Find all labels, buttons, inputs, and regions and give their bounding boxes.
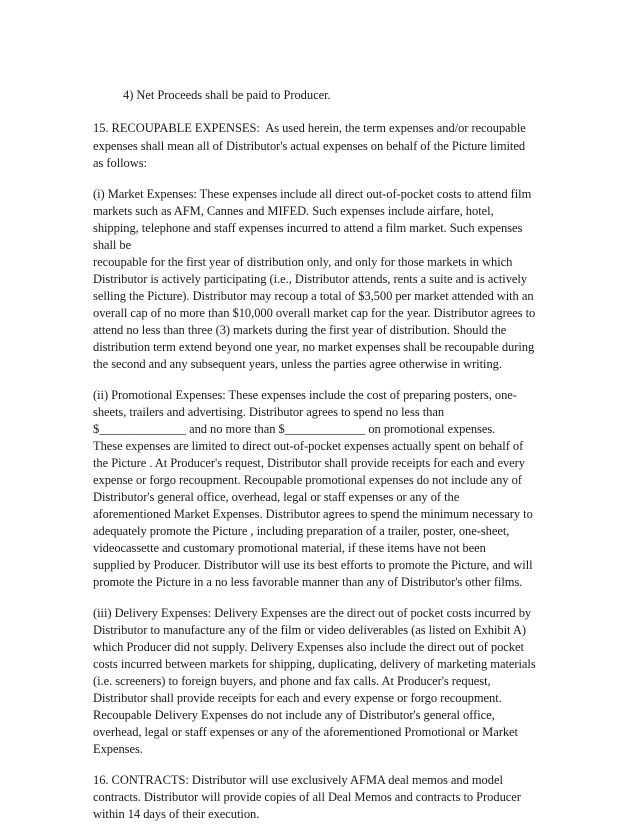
text-line: overall cap of no more than $10,000 overall market cap for the year. Distributor agrees to [93, 306, 536, 320]
text-line: These expenses are limited to direct out-of-pocket expenses actually spent on behalf of [93, 439, 524, 453]
text-line: shall be [93, 238, 132, 252]
text-line: adequately promote the Picture , including preparation of a trailer, poster, one-sheet, [93, 524, 510, 538]
text-line: which Producer did not supply. Delivery Expenses also include the direct out of pocket [93, 640, 524, 654]
section-16-heading-line: 16. CONTRACTS: Distributor will use exclusively AFMA deal memos and model [93, 773, 503, 787]
text-line: expenses shall mean all of Distributor's actual expenses on behalf of the Picture limited [93, 139, 526, 153]
text-line: $______________ and no more than $_____________ on promotional expenses. [93, 422, 496, 436]
text-line: costs incurred between markets for shipping, duplicating, delivery of marketing materials [93, 657, 536, 671]
text-line: recoupable for the first year of distribution only, and only for those markets in which [93, 255, 513, 269]
promotional-expenses-heading-line: (ii) Promotional Expenses: These expenses include the cost of preparing posters, one- [93, 388, 517, 402]
section-15-heading-line: 15. RECOUPABLE EXPENSES: As used herein, the term expenses and/or recoupable [93, 121, 526, 135]
text-line: shipping, telephone and staff expenses incurred to attend a film market. Such expenses [93, 221, 523, 235]
net-proceeds-line: 4) Net Proceeds shall be paid to Producer. [123, 88, 331, 102]
text-line: attend no less than three (3) markets during the first year of distribution. Should the [93, 323, 507, 337]
text-line: promote the Picture in a no less favorable manner than any of Distributor's other films. [93, 575, 523, 589]
text-line: as follows: [93, 156, 147, 170]
text-line: sheets, trailers and advertising. Distributor agrees to spend no less than [93, 405, 445, 419]
text-line: distribution term extend beyond one year, no market expenses shall be recoupable during [93, 340, 535, 354]
text-line: supplied by Producer. Distributor will use its best efforts to promote the Picture, and will [93, 558, 533, 572]
text-line: expense or forgo recoupment. Recoupable promotional expenses do not include any of [93, 473, 522, 487]
text-line: the second and any subsequent years, unless the parties agree otherwise in writing. [93, 357, 502, 371]
text-line: aforementioned Market Expenses. Distributor agrees to spend the minimum necessary to [93, 507, 533, 521]
text-line: videocassette and customary promotional material, if these items have not been [93, 541, 486, 555]
text-line: markets such as AFM, Cannes and MIFED. Such expenses include airfare, hotel, [93, 204, 494, 218]
text-line: (i.e. screeners) to foreign buyers, and phone and fax calls. At Producer's request, [93, 674, 491, 688]
text-line: Distributor to manufacture any of the film or video deliverables (as listed on Exhibit A) [93, 623, 526, 637]
text-line: contracts. Distributor will provide copies of all Deal Memos and contracts to Producer [93, 790, 521, 804]
text-line: overhead, legal or staff expenses or any of the aforementioned Promotional or Market [93, 725, 518, 739]
text-line: Distributor shall provide receipts for each and every expense or forgo recoupment. [93, 691, 502, 705]
text-line: selling the Picture). Distributor may recoup a total of $3,500 per market attended with an [93, 289, 534, 303]
delivery-expenses-heading-line: (iii) Delivery Expenses: Delivery Expenses are the direct out of pocket costs incurred by [93, 606, 532, 620]
market-expenses-heading-line: (i) Market Expenses: These expenses include all direct out-of-pocket costs to attend film [93, 187, 532, 201]
text-line: Recoupable Delivery Expenses do not include any of Distributor's general office, [93, 708, 495, 722]
text-line: Distributor's general office, overhead, legal or staff expenses or any of the [93, 490, 460, 504]
text-line: within 14 days of their execution. [93, 807, 260, 821]
text-line: Distributor is actively participating (i.e., Distributor attends, rents a suite and is actively [93, 272, 528, 286]
text-line: the Picture . At Producer's request, Distributor shall provide receipts for each and every [93, 456, 525, 470]
text-line: Expenses. [93, 742, 143, 756]
